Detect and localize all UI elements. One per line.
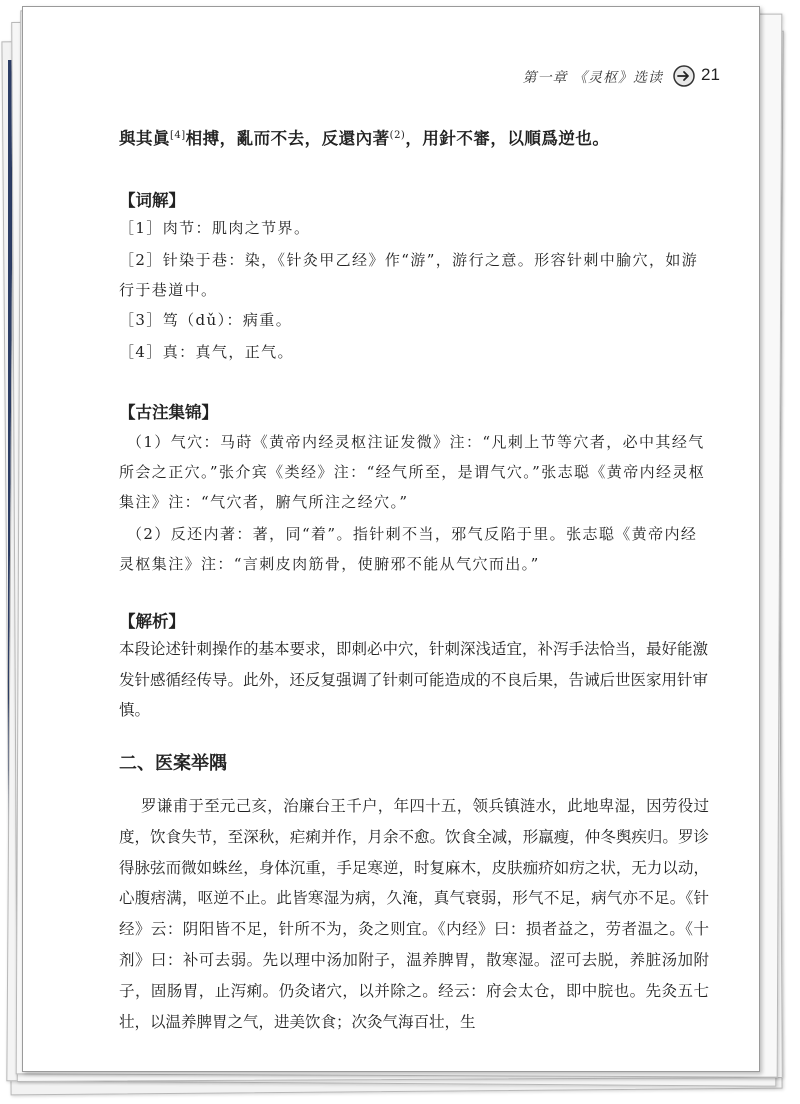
case-text: 罗谦甫于至元己亥，治廉台王千户，年四十五，领兵镇涟水，此地卑湿，因劳役过度，饮食失节，至深秋，疟痢并作，月余不愈。饮食全减，形羸瘦，仲冬舆疾归。罗诊得脉弦而微如蛛丝，身体沉重，手足寒逆，时复麻木，皮肤痂疥如疠之状，无力以动，心腹痞满，呕逆不止。此皆寒湿为病，久淹，真气衰弱，形气不足，病气亦不足。《针经》云：阴阳皆不足，针所不为，灸之则宜。《内经》曰：损者益之，劳者温之。《十剂》曰：补可去弱。先以理中汤加附子，温养脾胃，散寒湿。涩可去脱，养脏汤加附子，固肠胃，止泻痢。仍灸诸穴，以并除之。经云：府会太仓，即中脘也。先灸五七壮，以温养脾胃之气，进美饮食；次灸气海百壮，生 bbox=[119, 797, 709, 1031]
classic-text: 相搏，亂而不去，反還內著 bbox=[185, 129, 390, 148]
vocab-item: ［2］针染于巷：染，《针灸甲乙经》作“游”，游行之意。形容针刺中腧穴，如游行于巷道中。 bbox=[119, 251, 699, 299]
page-number: 21 bbox=[701, 65, 720, 84]
running-head: 第一章 《灵枢》选读 bbox=[522, 70, 663, 86]
vocab-title: 【词解】 bbox=[119, 191, 185, 210]
footnote-marker: [4] bbox=[170, 130, 186, 141]
section-heading: 二、医案举隅 bbox=[119, 753, 227, 774]
vocab-item: ［4］真：真气，正气。 bbox=[119, 343, 294, 361]
classic-text: ，用針不審，以順爲逆也。 bbox=[405, 129, 610, 148]
analysis-title: 【解析】 bbox=[119, 612, 185, 631]
footnote-marker: (2) bbox=[389, 130, 406, 141]
analysis-text: 本段论述针刺操作的基本要求，即刺必中穴，针刺深浅适宜，补泻手法恰当，最好能激发针感循经传导。此外，还反复强调了针刺可能造成的不良后果，告诫后世医家用针审慎。 bbox=[119, 640, 709, 719]
commentary-title: 【古注集锦】 bbox=[119, 403, 218, 422]
commentary-item: （2）反还内著：著，同“着”。指针刺不当，邪气反陷于里。张志聪《黄帝内经灵枢集注》注：“言刺皮肉筋骨，使腑邪不能从气穴而出。” bbox=[119, 525, 698, 573]
arrow-right-icon bbox=[673, 65, 695, 87]
vocab-item: ［3］笃（dǔ）：病重。 bbox=[119, 311, 293, 329]
classic-text-line bbox=[119, 125, 609, 149]
commentary-item: （1）气穴：马莳《黄帝内经灵枢注证发微》注：“凡刺上节等穴者，必中其经气所会之正穴。”张介宾《类经》注：“经气所至，是谓气穴。”张志聪《黄帝内经灵枢集注》注：“气穴者，腑气所注之经穴。” bbox=[119, 433, 706, 511]
classic-text: 與其眞 bbox=[119, 129, 170, 148]
book-page bbox=[22, 6, 760, 1072]
vocab-item: ［1］肉节：肌肉之节界。 bbox=[119, 219, 311, 237]
